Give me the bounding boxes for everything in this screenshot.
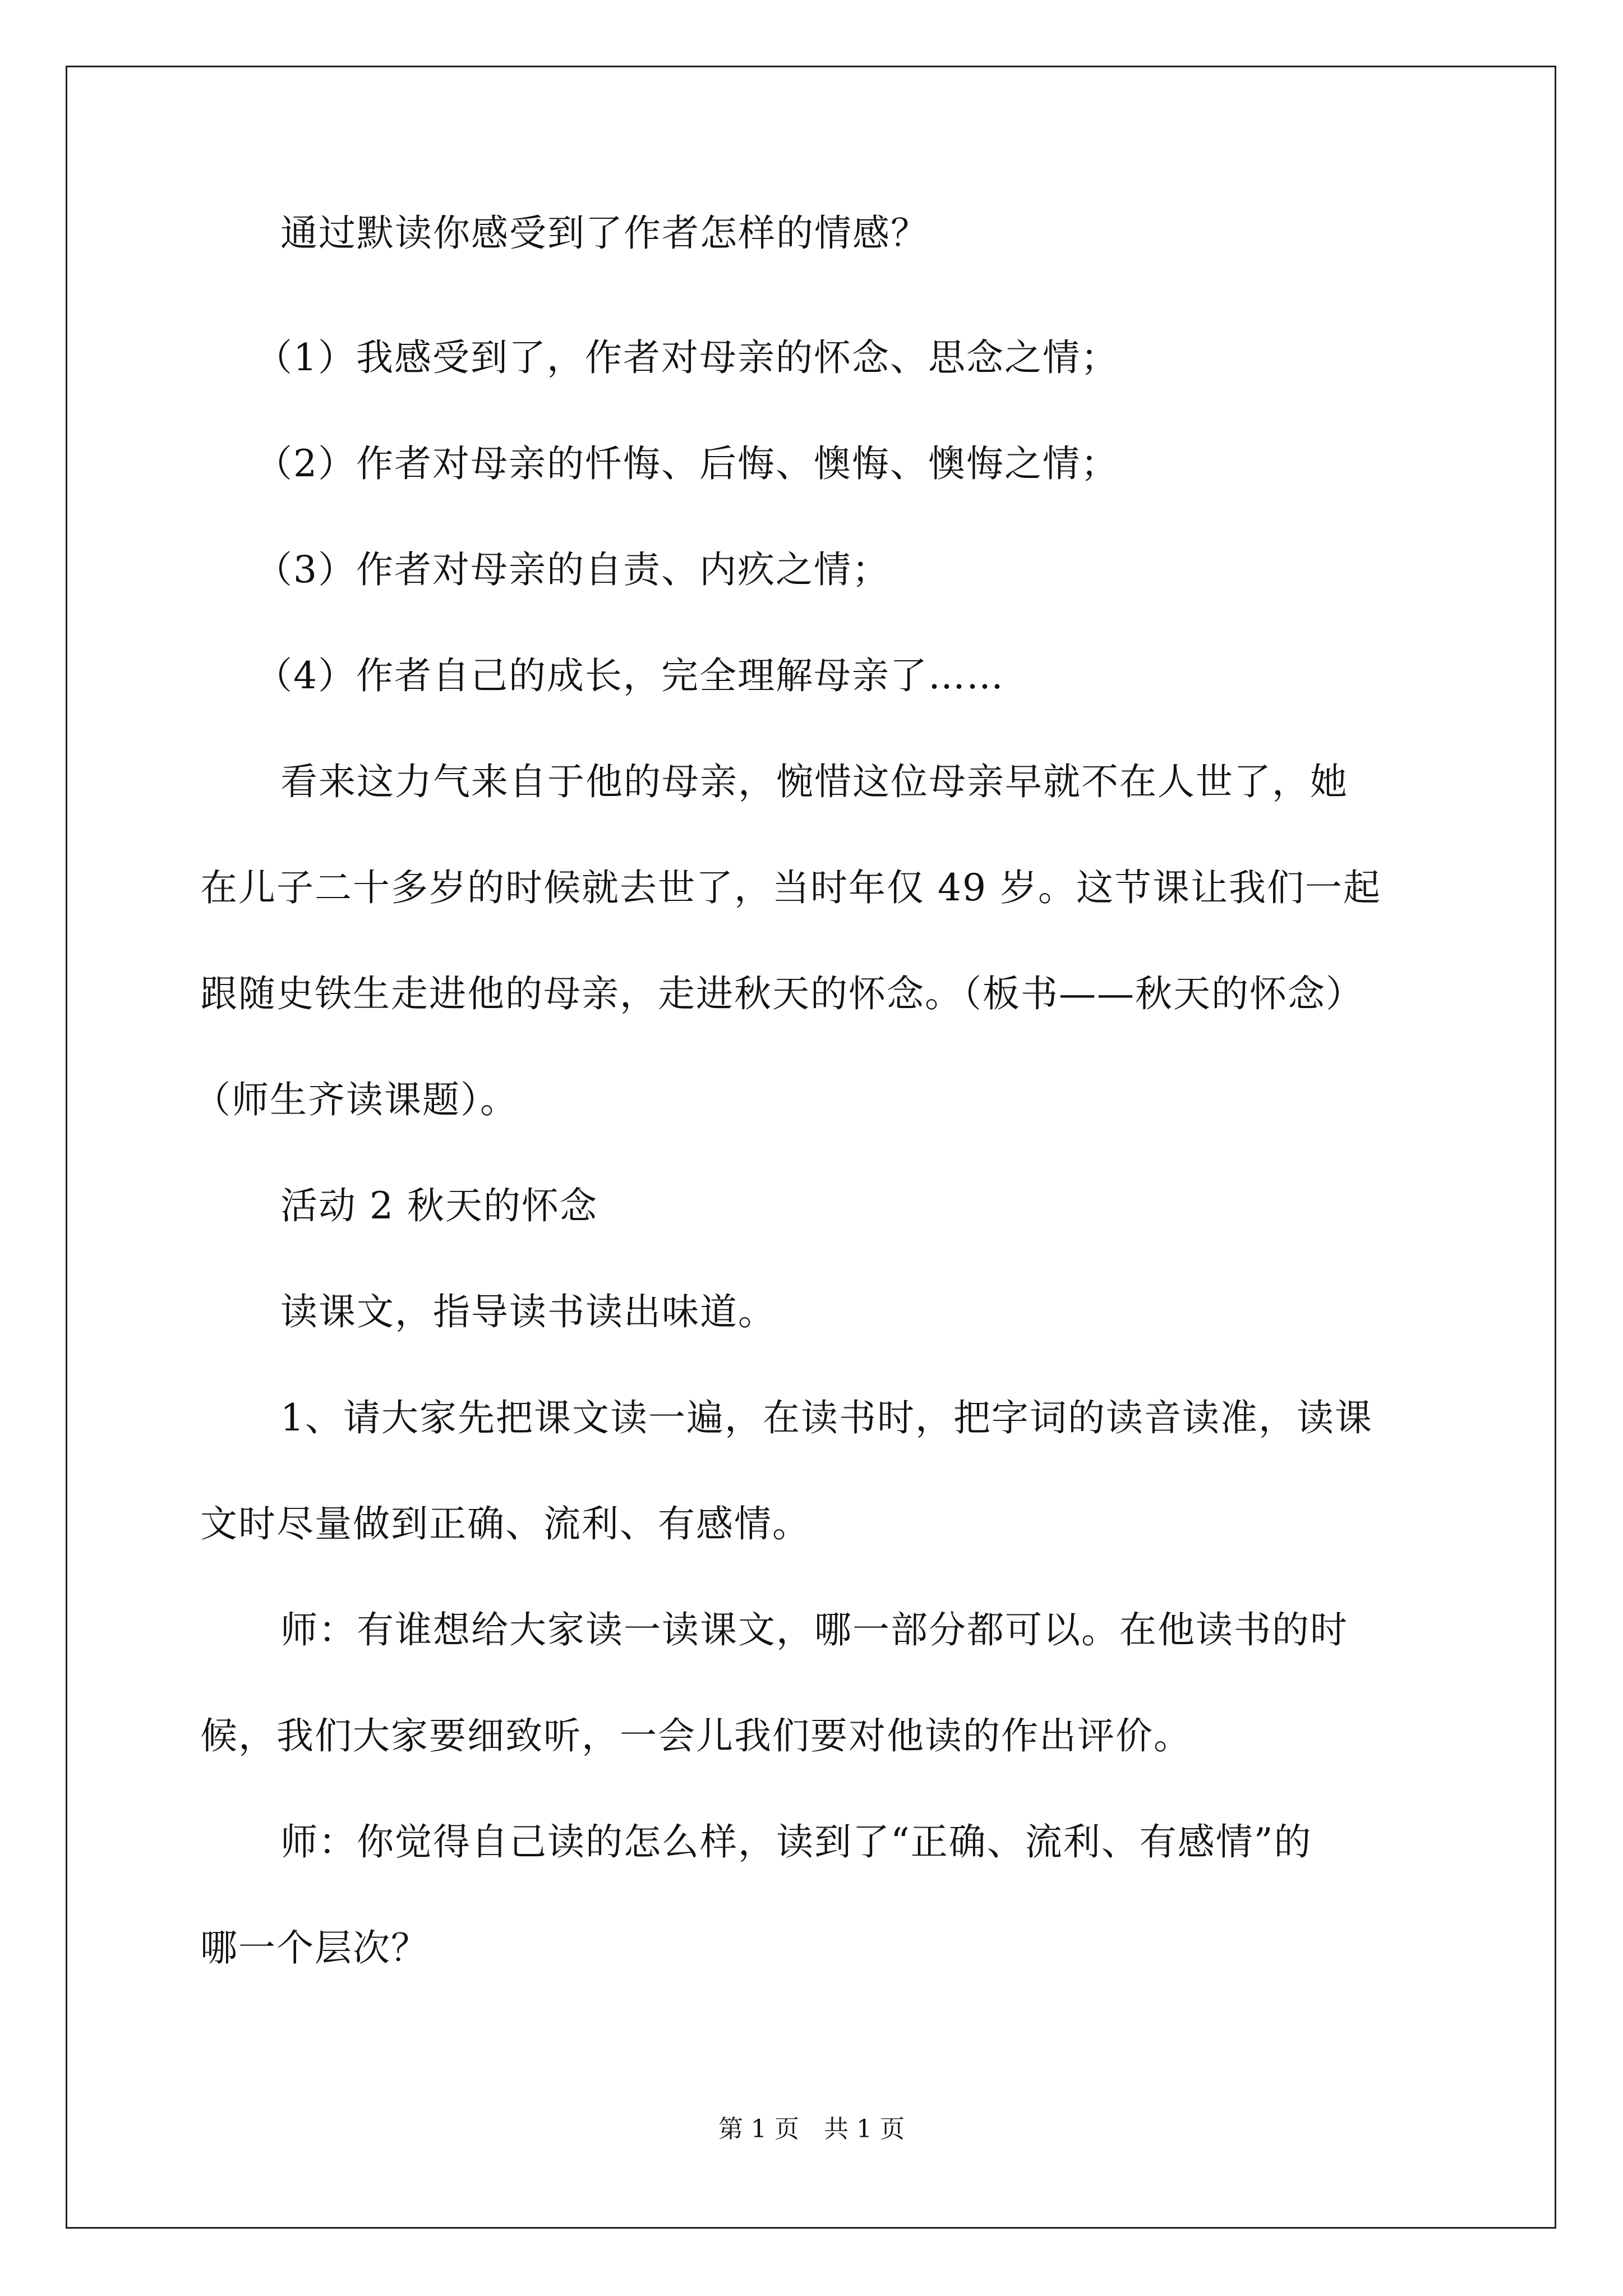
text-line: 候，我们大家要细致听，一会儿我们要对他读的作出评价。	[200, 1714, 1192, 1757]
page-number-footer: 第 1 页 共 1 页	[718, 2115, 905, 2143]
text-line: 师：你觉得自己读的怎么样，读到了“正确、流利、有感情”的	[280, 1820, 1312, 1864]
text-line: 师：有谁想给大家读一读课文，哪一部分都可以。在他读书的时	[280, 1608, 1348, 1651]
text-line: 读课文，指导读书读出味道。	[280, 1290, 776, 1333]
page-border	[66, 66, 1556, 2229]
text-line: （师生齐读课题）。	[193, 1078, 518, 1121]
text-line: 文时尽量做到正确、流利、有感情。	[200, 1502, 810, 1545]
text-line: （4）作者自己的成长，完全理解母亲了……	[255, 654, 1004, 697]
text-line: （3）作者对母亲的自责、内疚之情；	[255, 548, 890, 591]
text-line: 在儿子二十多岁的时候就去世了，当时年仅 49 岁。这节课让我们一起	[200, 866, 1381, 909]
section-heading: 活动 2 秋天的怀念	[280, 1184, 598, 1227]
text-line: 哪一个层次？	[200, 1926, 429, 1970]
text-line: 1、请大家先把课文读一遍，在读书时，把字词的读音读准，读课	[280, 1396, 1373, 1439]
text-line: （1）我感受到了，作者对母亲的怀念、思念之情；	[255, 336, 1119, 379]
text-line: 跟随史铁生走进他的母亲，走进秋天的怀念。（板书——秋天的怀念）	[200, 972, 1364, 1015]
text-line: 通过默读你感受到了作者怎样的情感？	[280, 211, 929, 255]
text-line: （2）作者对母亲的忏悔、后悔、懊悔、懊悔之情；	[255, 442, 1119, 485]
text-line: 看来这力气来自于他的母亲，惋惜这位母亲早就不在人世了，她	[280, 760, 1348, 803]
